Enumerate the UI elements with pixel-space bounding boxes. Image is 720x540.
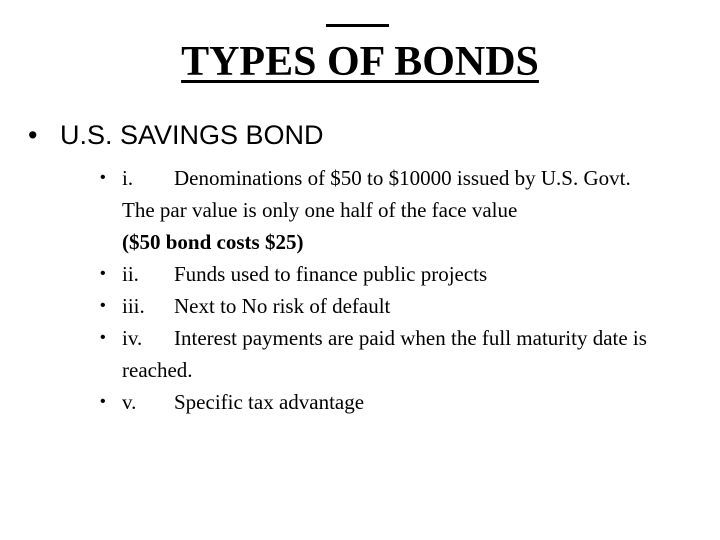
bullet-icon: • bbox=[100, 169, 106, 186]
list-item bbox=[98, 290, 668, 322]
list-item bbox=[98, 386, 668, 418]
item-text: Interest payments are paid when the full maturity date is reached. bbox=[122, 326, 647, 382]
item-number: iii. bbox=[122, 294, 145, 318]
item-number: ii. bbox=[122, 262, 139, 286]
item-text: Next to No risk of default bbox=[174, 294, 391, 318]
item-text: Specific tax advantage bbox=[174, 390, 365, 414]
item-text: Denominations of $50 to $10000 issued by U.S. Govt. The par value is only one half of the face value bbox=[122, 166, 631, 222]
heading-bullet-text: U.S. SAVINGS BOND bbox=[60, 120, 324, 150]
bullet-icon: • bbox=[28, 120, 38, 150]
bullet-icon: • bbox=[100, 329, 106, 346]
item-number: iv. bbox=[122, 326, 143, 350]
list-item bbox=[98, 162, 668, 258]
item-text: Funds used to finance public projects bbox=[174, 262, 488, 286]
item-bold-text: ($50 bond costs $25) bbox=[122, 230, 304, 254]
bullet-icon: • bbox=[100, 297, 106, 314]
list-item bbox=[98, 322, 668, 386]
slide-title-text: TYPES OF BONDS bbox=[181, 39, 539, 85]
item-number: v. bbox=[122, 390, 137, 414]
top-decorative-rule bbox=[326, 24, 389, 27]
sub-bullet-list bbox=[98, 162, 668, 418]
bullet-icon: • bbox=[100, 393, 106, 410]
heading-bullet bbox=[28, 118, 324, 152]
list-item bbox=[98, 258, 668, 290]
slide-title bbox=[0, 36, 720, 88]
bullet-icon: • bbox=[100, 265, 106, 282]
item-number: i. bbox=[122, 166, 134, 190]
